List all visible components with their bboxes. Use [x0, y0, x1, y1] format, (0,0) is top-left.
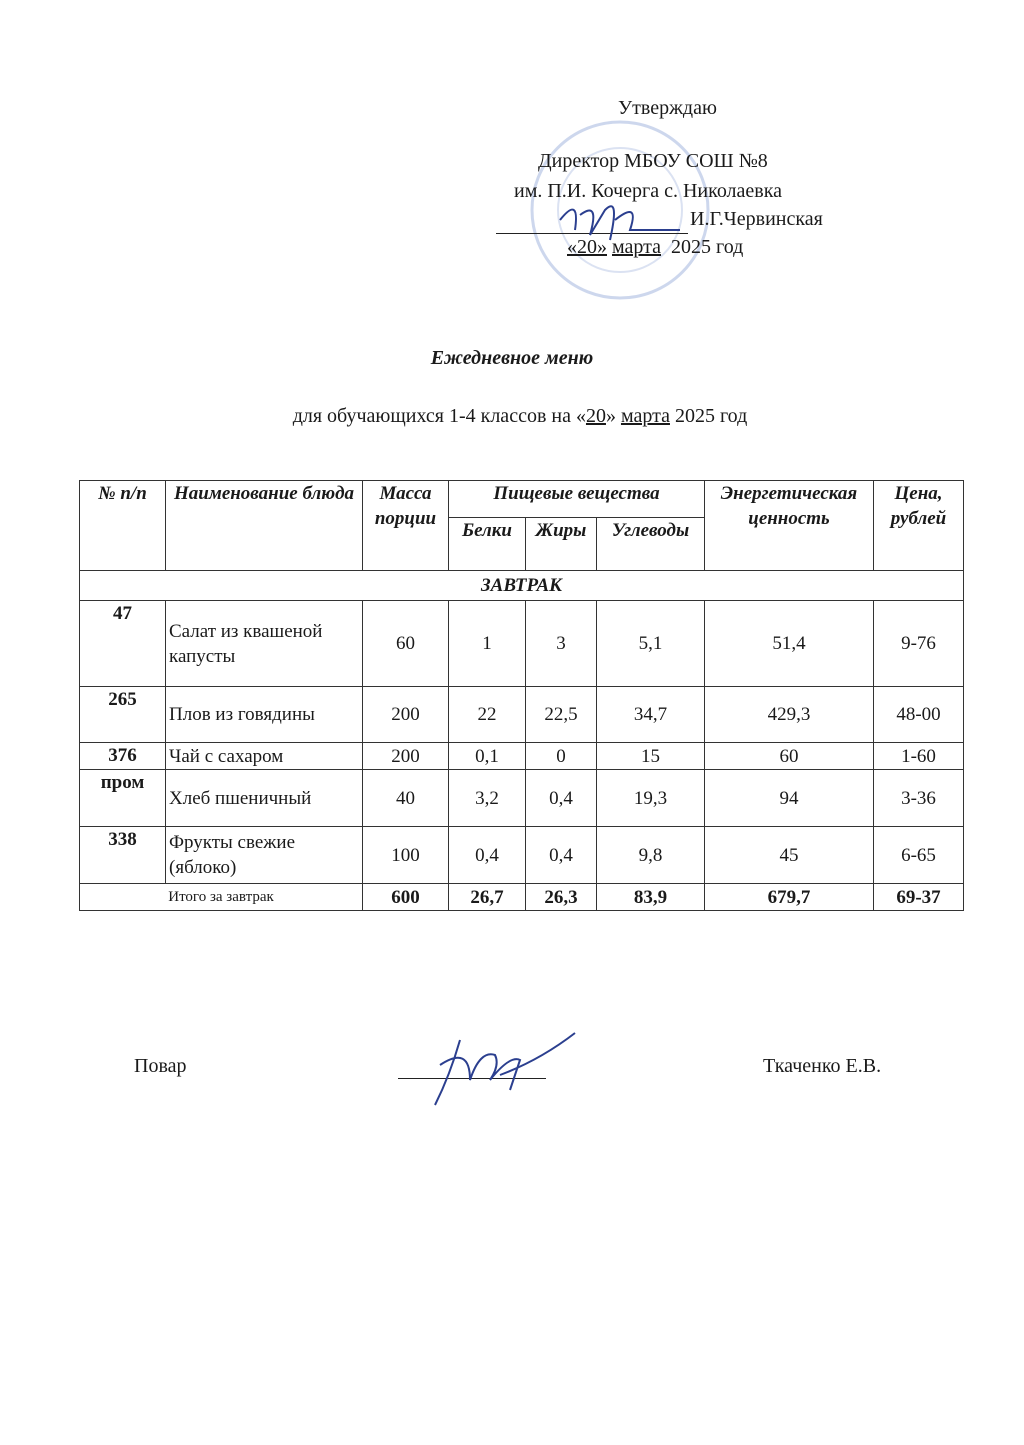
cell-name: Хлеб пшеничный — [166, 770, 363, 827]
cell-energy: 45 — [705, 827, 874, 884]
cell-num: 265 — [80, 687, 166, 743]
cell-mass: 200 — [363, 687, 449, 743]
approve-label: Утверждаю — [618, 97, 717, 119]
cell-protein: 0,4 — [449, 827, 526, 884]
total-label: Итого за завтрак — [80, 884, 363, 911]
menu-table — [79, 480, 964, 911]
director-signature — [550, 190, 690, 250]
cell-num: 338 — [80, 827, 166, 884]
cell-name: Салат из квашеной капусты — [166, 601, 363, 687]
total-row — [80, 884, 964, 911]
cook-name: Ткаченко Е.В. — [763, 1055, 882, 1077]
cell-carbs: 19,3 — [597, 770, 705, 827]
cook-signature — [410, 1025, 580, 1115]
header-price: Цена, рублей — [874, 481, 964, 571]
table-row — [80, 601, 964, 687]
cell-name: Фрукты свежие (яблоко) — [166, 827, 363, 884]
header-num: № п/п — [80, 481, 166, 571]
section-breakfast: ЗАВТРАК — [80, 571, 964, 601]
cell-num: пром — [80, 770, 166, 827]
cell-protein: 0,1 — [449, 743, 526, 770]
cell-fat: 22,5 — [526, 687, 597, 743]
cell-carbs: 15 — [597, 743, 705, 770]
approval-date: «20» марта 2025 год — [567, 236, 744, 258]
school-name: им. П.И. Кочерга с. Николаевка — [514, 180, 783, 202]
header-fat: Жиры — [526, 518, 597, 571]
cell-fat: 3 — [526, 601, 597, 687]
total-mass: 600 — [363, 884, 449, 911]
cell-price: 6-65 — [874, 827, 964, 884]
header-name: Наименование блюда — [166, 481, 363, 571]
cell-price: 3-36 — [874, 770, 964, 827]
cell-fat: 0 — [526, 743, 597, 770]
cell-energy: 51,4 — [705, 601, 874, 687]
cell-protein: 3,2 — [449, 770, 526, 827]
cell-price: 1-60 — [874, 743, 964, 770]
cell-protein: 22 — [449, 687, 526, 743]
total-protein: 26,7 — [449, 884, 526, 911]
document-title: Ежедневное меню — [430, 347, 594, 369]
cell-price: 9-76 — [874, 601, 964, 687]
total-carbs: 83,9 — [597, 884, 705, 911]
cell-name: Плов из говядины — [166, 687, 363, 743]
cell-protein: 1 — [449, 601, 526, 687]
cell-fat: 0,4 — [526, 827, 597, 884]
cell-fat: 0,4 — [526, 770, 597, 827]
cell-mass: 40 — [363, 770, 449, 827]
cell-price: 48-00 — [874, 687, 964, 743]
table-row — [80, 770, 964, 827]
cell-energy: 60 — [705, 743, 874, 770]
cell-energy: 94 — [705, 770, 874, 827]
header-protein: Белки — [449, 518, 526, 571]
total-price: 69-37 — [874, 884, 964, 911]
document-subtitle: для обучающихся 1-4 классов на «20» марта 2025 год — [292, 405, 748, 427]
total-fat: 26,3 — [526, 884, 597, 911]
director-position: Директор МБОУ СОШ №8 — [538, 150, 768, 172]
table-row — [80, 827, 964, 884]
total-energy: 679,7 — [705, 884, 874, 911]
cell-mass: 60 — [363, 601, 449, 687]
cell-mass: 200 — [363, 743, 449, 770]
table-row — [80, 743, 964, 770]
cell-name: Чай с сахаром — [166, 743, 363, 770]
table-row — [80, 687, 964, 743]
header-carbs: Углеводы — [597, 518, 705, 571]
header-mass: Масса порции — [363, 481, 449, 571]
cell-carbs: 5,1 — [597, 601, 705, 687]
cook-role: Повар — [134, 1055, 187, 1077]
cell-carbs: 34,7 — [597, 687, 705, 743]
director-name: И.Г.Червинская — [690, 208, 823, 230]
cell-num: 376 — [80, 743, 166, 770]
cell-energy: 429,3 — [705, 687, 874, 743]
cell-num: 47 — [80, 601, 166, 687]
cell-carbs: 9,8 — [597, 827, 705, 884]
header-energy: Энергетическая ценность — [705, 481, 874, 571]
header-nutrients: Пищевые вещества — [449, 481, 705, 518]
cell-mass: 100 — [363, 827, 449, 884]
